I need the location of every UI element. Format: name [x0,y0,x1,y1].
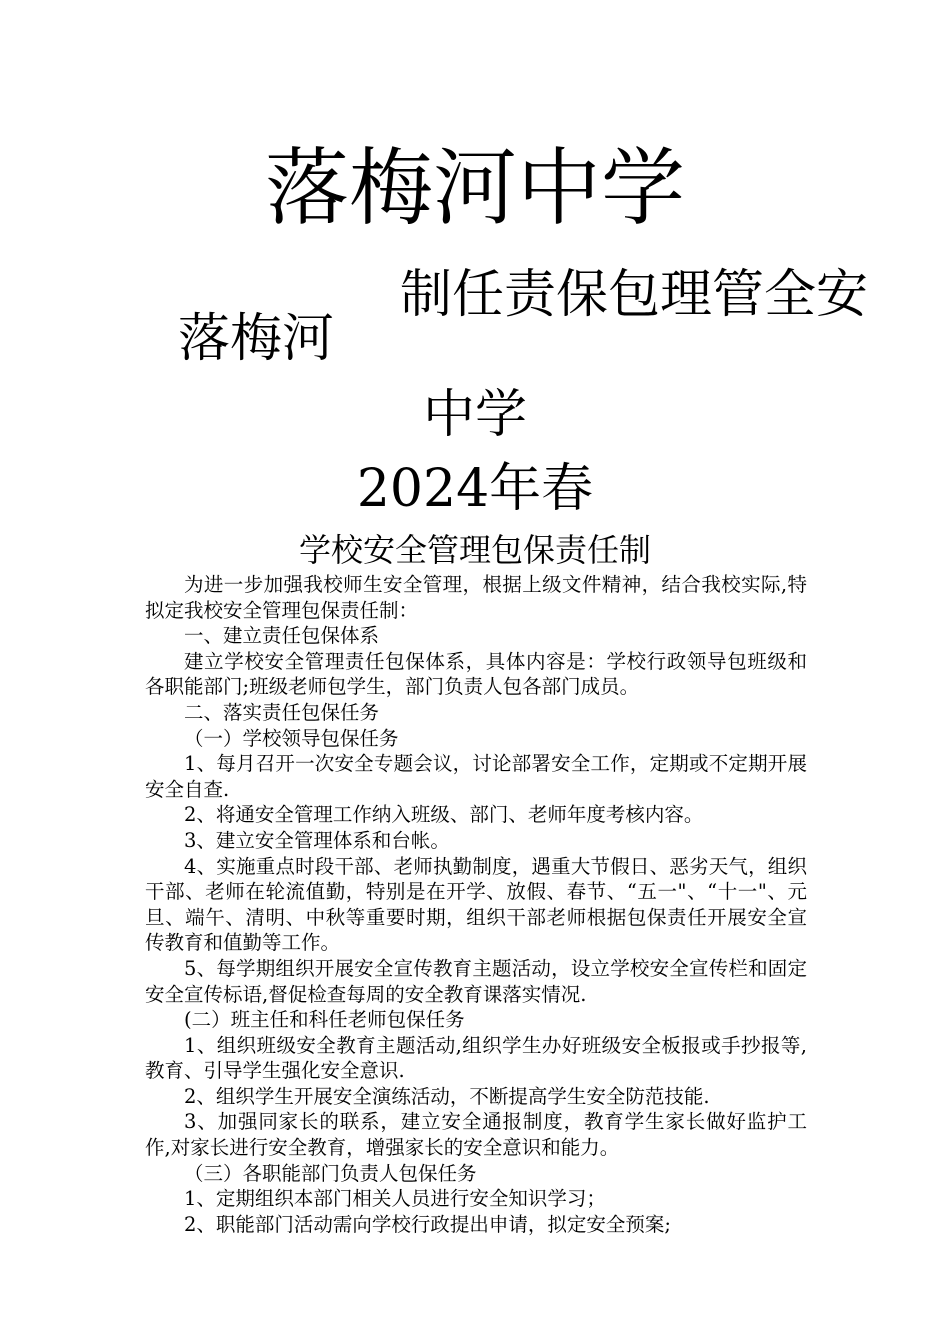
subsection-heading: （一）学校领导包保任务 [184,726,399,750]
subtitle-school-suffix: 中学 [422,385,527,445]
list-item: 3、建立安全管理体系和台帐。 [184,828,450,852]
list-item: 4、实施重点时段干部、老师执勤制度，遇重大节假日、恶劣天气，组织干部、老师在轮流值勤，特别是在开学、放假、春节、“五一"、“十一"、元旦、端午、清明、中秋等重要时期，组织干部老师根据包保责任开展安全宣传教育和值勤等工作。 [145,854,807,955]
document-body [145,572,807,1237]
list-item: 5、每学期组织开展安全宣传教育主题活动，设立学校安全宣传栏和固定安全宣传标语,督促检查每周的安全教育课落实情况. [145,956,807,1006]
list-item: 2、将通安全管理工作纳入班级、部门、老师年度考核内容。 [184,803,704,827]
section-heading: 一、建立责任包保体系 [184,624,380,648]
document-heading: 学校安全管理包保责任制 [298,531,651,569]
paragraph: 建立学校安全管理责任包保体系，具体内容是：学校行政领导包班级和各职能部门;班级老师包学生，部门负责人包各部门成员。 [145,649,807,699]
subtitle-school-part: 落梅河 [178,309,335,369]
list-item: 1、每月召开一次安全专题会议，讨论部署安全工作，定期或不定期开展安全自查. [145,752,807,801]
subsection-heading: （三）各职能部门负责人包保任务 [184,1161,477,1185]
school-name-title: 落梅河中学 [264,139,685,237]
list-item: 1、组织班级安全教育主题活动,组织学生办好班级安全板报或手抄报等,教育、引导学生强化安全意识. [145,1033,807,1083]
list-item: 2、组织学生开展安全演练活动，不断提高学生安全防范技能. [184,1084,710,1108]
subtitle-reversed-text: 制任责保包理管全安 [400,265,869,325]
list-item: 1、定期组织本部门相关人员进行安全知识学习； [184,1187,606,1211]
list-item: 3、加强同家长的联系，建立安全通报制度，教育学生家长做好监护工作,对家长进行安全教育，增强家长的安全意识和能力。 [145,1110,807,1160]
season-label: 2024年春 [356,459,594,519]
list-item: 2、职能部门活动需向学校行政提出申请，拟定安全预案; [184,1212,671,1236]
paragraph-intro: 为进一步加强我校师生安全管理，根据上级文件精神，结合我校实际,特拟定我校安全管理包保责任制： [145,573,807,622]
section-heading: 二、落实责任包保任务 [184,700,380,724]
subsection-heading: (二）班主任和科任老师包保任务 [184,1008,465,1032]
